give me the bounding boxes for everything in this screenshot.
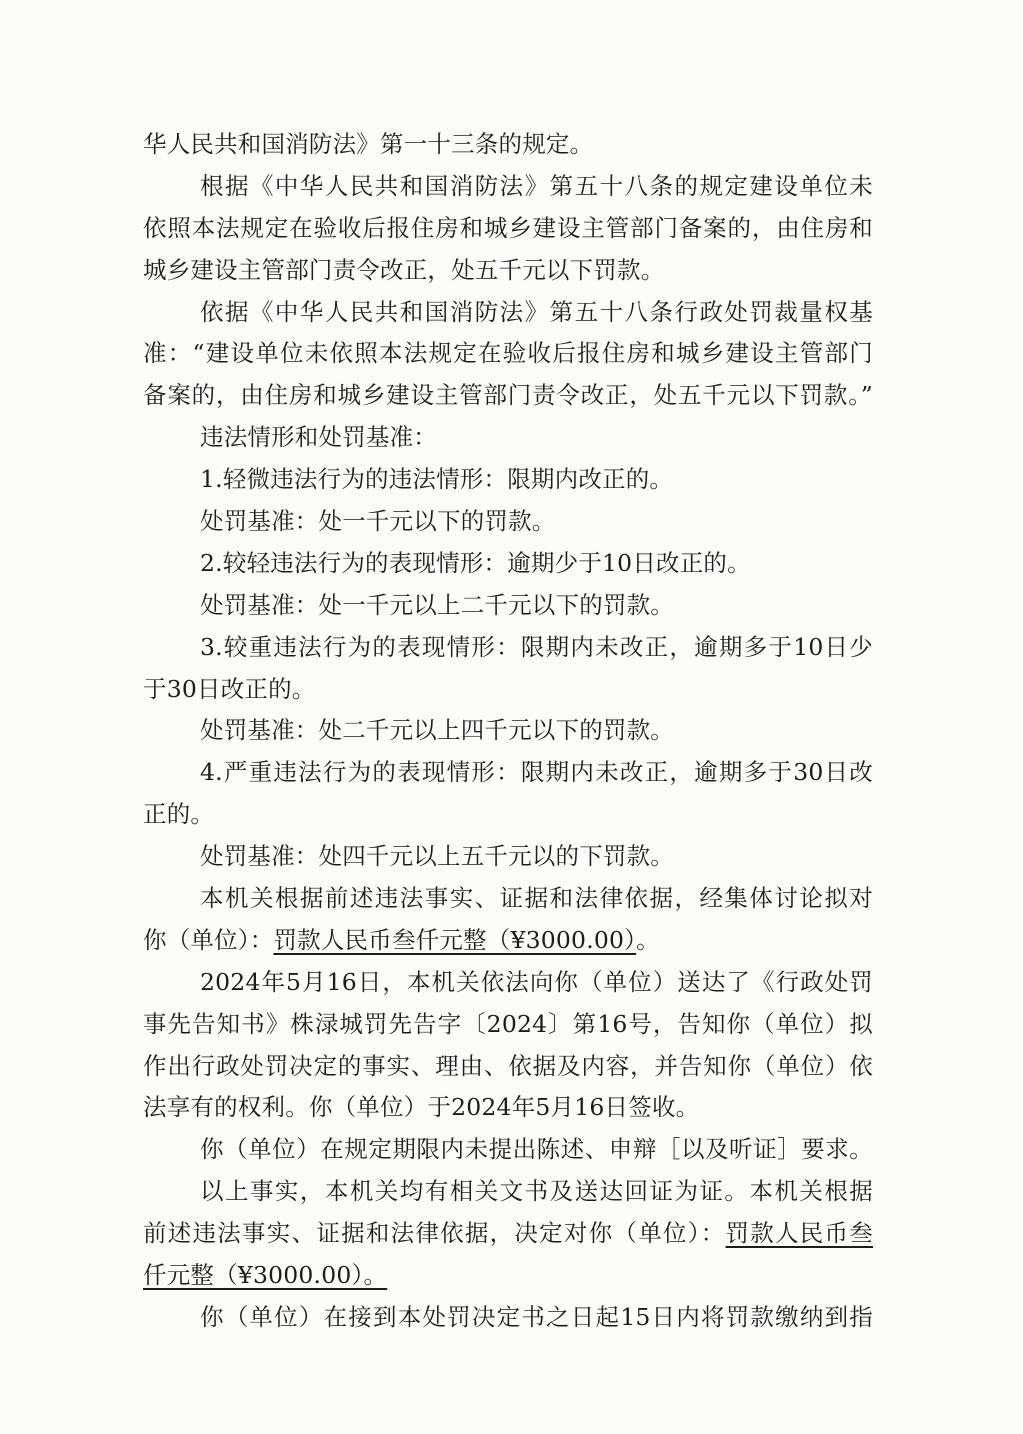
text-line: 备案的，由住房和城乡建设主管部门责令改正，处五千元以下罚款。”: [143, 381, 873, 410]
penalty-standard: 处罚基准：处一千元以下的罚款。: [200, 507, 556, 536]
text-line: 法享有的权利。你（单位）于2024年5月16日签收。: [143, 1093, 700, 1122]
text-line: 于30日改正的。: [143, 674, 316, 703]
list-item: 2.较轻违法行为的表现情形：逾期少于10日改正的。: [200, 548, 751, 577]
paragraph-start: 2024年5月16日，本机关依法向你（单位）送达了《行政处罚: [200, 967, 873, 996]
list-item: 1.轻微违法行为的违法情形：限期内改正的。: [200, 465, 674, 494]
text-line: 正的。: [143, 800, 215, 829]
text-line: 华人民共和国消防法》第一十三条的规定。: [143, 130, 594, 158]
paragraph-start: 依据《中华人民共和国消防法》第五十八条行政处罚裁量权基: [200, 297, 873, 326]
text-line: 准：“建设单位未依照本法规定在验收后报住房和城乡建设主管部门: [143, 339, 873, 368]
text-line: 城乡建设主管部门责令改正，处五千元以下罚款。: [143, 255, 665, 284]
text-line: 依照本法规定在验收后报住房和城乡建设主管部门备案的，由住房和: [143, 213, 873, 242]
list-item: 3.较重违法行为的表现情形：限期内未改正，逾期多于10日少: [200, 632, 873, 661]
section-heading: 违法情形和处罚基准：: [200, 423, 437, 452]
decided-penalty: 罚款人民币叁: [725, 1219, 873, 1248]
penalty-standard: 处罚基准：处二千元以上四千元以下的罚款。: [200, 716, 674, 745]
paragraph-start: 根据《中华人民共和国消防法》第五十八条的规定建设单位未: [200, 171, 873, 200]
list-item: 4.严重违法行为的表现情形：限期内未改正，逾期多于30日改: [200, 758, 873, 787]
decided-penalty-cont: 仟元整（¥3000.00）。: [143, 1261, 388, 1290]
text-line: 你（单位）：罚款人民币叁仟元整（¥3000.00）。: [143, 925, 660, 954]
paragraph-start: 你（单位）在接到本处罚决定书之日起15日内将罚款缴纳到指: [200, 1302, 873, 1331]
text-line: 事先告知书》株渌城罚先告字〔2024〕第16号，告知你（单位）拟: [143, 1009, 873, 1038]
text-line: 前述违法事实、证据和法律依据，决定对你（单位）：罚款人民币叁: [143, 1219, 873, 1248]
paragraph-start: 本机关根据前述违法事实、证据和法律依据，经集体讨论拟对: [200, 884, 873, 913]
text-line: [143, 1255, 873, 1297]
paragraph-start: 以上事实，本机关均有相关文书及送达回证为证。本机关根据: [200, 1177, 873, 1206]
penalty-standard: 处罚基准：处一千元以上二千元以下的罚款。: [200, 590, 674, 619]
proposed-penalty: 罚款人民币叁仟元整（¥3000.00）: [273, 925, 637, 954]
text-line: 作出行政处罚决定的事实、理由、依据及内容，并告知你（单位）依: [143, 1051, 873, 1080]
penalty-standard: 处罚基准：处四千元以上五千元以的下罚款。: [200, 842, 674, 871]
paragraph-start: 你（单位）在规定期限内未提出陈述、申辩［以及听证］要求。: [200, 1135, 873, 1164]
document-body: [143, 124, 873, 1339]
